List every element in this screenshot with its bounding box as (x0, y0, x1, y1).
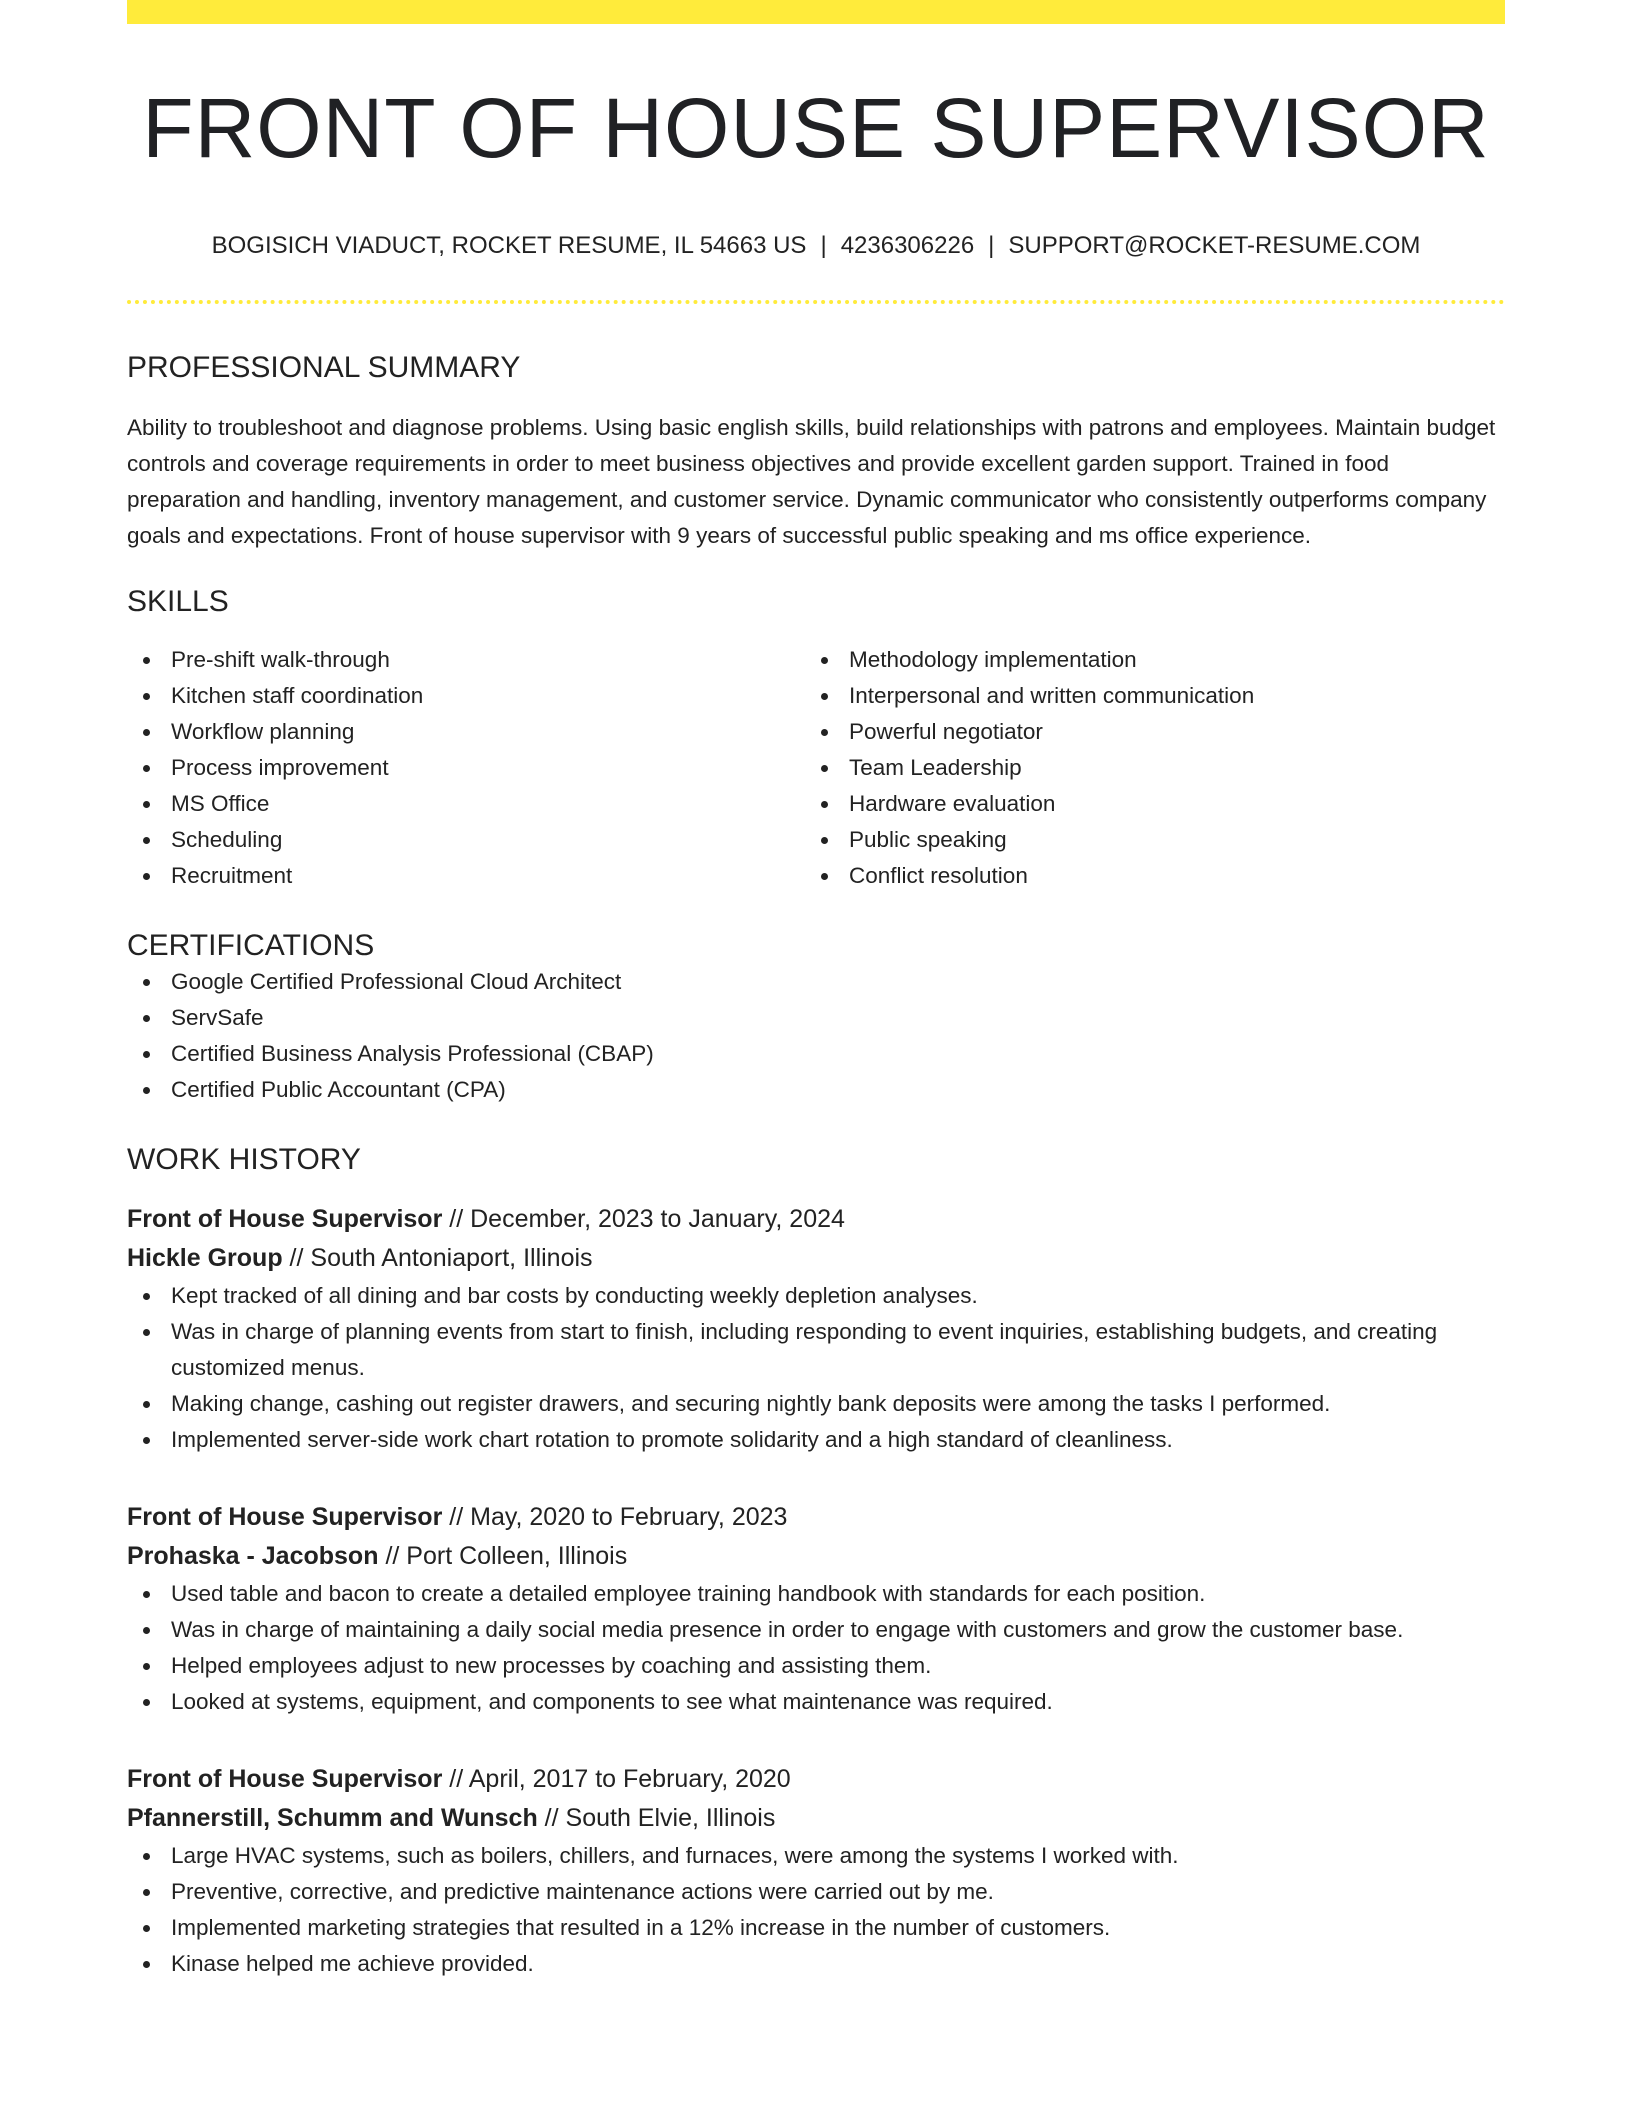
skill-item: Process improvement (127, 750, 805, 786)
job-company-line (127, 1799, 1505, 1838)
skills-section-title: SKILLS (127, 584, 229, 618)
job-entry (127, 1760, 1505, 1982)
skill-item: MS Office (127, 786, 805, 822)
skills-list-left (127, 642, 805, 894)
job-title-line (127, 1200, 1505, 1239)
certifications-section-title: CERTIFICATIONS (127, 928, 375, 962)
job-title-line (127, 1498, 1505, 1537)
skills-column-right (805, 642, 1483, 894)
skill-item: Kitchen staff coordination (127, 678, 805, 714)
job-company: Pfannerstill, Schumm and Wunsch (127, 1803, 538, 1832)
job-bullet: Kept tracked of all dining and bar costs by conducting weekly depletion analyses. (127, 1278, 1505, 1314)
skill-item: Conflict resolution (805, 858, 1483, 894)
job-location: South Antoniaport, Illinois (310, 1243, 593, 1272)
job-bullet: Large HVAC systems, such as boilers, chillers, and furnaces, were among the systems I worked with. (127, 1838, 1505, 1874)
skill-item: Workflow planning (127, 714, 805, 750)
certification-item: Certified Public Accountant (CPA) (127, 1072, 1505, 1108)
skill-item: Powerful negotiator (805, 714, 1483, 750)
certification-item: Google Certified Professional Cloud Architect (127, 964, 1505, 1000)
skill-item: Scheduling (127, 822, 805, 858)
job-company-line (127, 1537, 1505, 1576)
header-divider (127, 300, 1505, 304)
contact-separator: | (820, 232, 827, 260)
work-history-section-title: WORK HISTORY (127, 1142, 361, 1176)
skill-item: Hardware evaluation (805, 786, 1483, 822)
job-bullet: Used table and bacon to create a detailed employee training handbook with standards for each position. (127, 1576, 1505, 1612)
job-title: Front of House Supervisor (127, 1502, 443, 1531)
job-entry (127, 1498, 1505, 1720)
job-bullet: Implemented server-side work chart rotation to promote solidarity and a high standard of cleanliness. (127, 1422, 1505, 1458)
job-bullet: Implemented marketing strategies that resulted in a 12% increase in the number of customers. (127, 1910, 1505, 1946)
skill-item: Public speaking (805, 822, 1483, 858)
contact-address: BOGISICH VIADUCT, ROCKET RESUME, IL 54663 US (211, 232, 807, 260)
job-separator: // (449, 1764, 464, 1793)
job-title: Front of House Supervisor (127, 1764, 443, 1793)
job-bullet-list (127, 1576, 1505, 1720)
job-bullet: Was in charge of planning events from start to finish, including responding to event inquiries, establishing budgets, and creating customized menus. (127, 1314, 1505, 1386)
job-separator: // (449, 1502, 464, 1531)
job-bullet: Looked at systems, equipment, and components to see what maintenance was required. (127, 1684, 1505, 1720)
job-dates: May, 2020 to February, 2023 (470, 1502, 788, 1531)
skills-columns (127, 642, 1505, 894)
job-bullet-list (127, 1838, 1505, 1982)
job-separator: // (289, 1243, 304, 1272)
job-company: Hickle Group (127, 1243, 283, 1272)
job-company: Prohaska - Jacobson (127, 1541, 379, 1570)
job-bullet: Making change, cashing out register drawers, and securing nightly bank deposits were among the tasks I performed. (127, 1386, 1505, 1422)
job-separator: // (449, 1204, 464, 1233)
contact-phone: 4236306226 (840, 232, 975, 260)
job-location: South Elvie, Illinois (565, 1803, 776, 1832)
skill-item: Interpersonal and written communication (805, 678, 1483, 714)
accent-bar (127, 0, 1505, 24)
contact-email: SUPPORT@ROCKET-RESUME.COM (1008, 232, 1421, 260)
job-bullet: Kinase helped me achieve provided. (127, 1946, 1505, 1982)
summary-section-title: PROFESSIONAL SUMMARY (127, 350, 521, 384)
certification-item: ServSafe (127, 1000, 1505, 1036)
skill-item: Methodology implementation (805, 642, 1483, 678)
job-entry (127, 1200, 1505, 1458)
job-dates: December, 2023 to January, 2024 (470, 1204, 845, 1233)
skill-item: Team Leadership (805, 750, 1483, 786)
skills-column-left (127, 642, 805, 894)
job-separator: // (544, 1803, 559, 1832)
summary-text: Ability to troubleshoot and diagnose problems. Using basic english skills, build relationships with patrons and employees. Maintain budget controls and coverage requirements in order to meet business objectives and provide excellent garden support. Trained in food preparation and handling, inventory management, and customer service. Dynamic communicator who consistently outperforms company goals and expectations. Front of house supervisor with 9 years of successful public speaking and ms office experience. (127, 414, 1496, 548)
contact-line (127, 230, 1505, 261)
job-title: Front of House Supervisor (127, 1204, 443, 1233)
contact-separator: | (988, 232, 995, 260)
job-bullet: Helped employees adjust to new processes by coaching and assisting them. (127, 1648, 1505, 1684)
skill-item: Recruitment (127, 858, 805, 894)
skill-item: Pre-shift walk-through (127, 642, 805, 678)
job-bullet: Preventive, corrective, and predictive maintenance actions were carried out by me. (127, 1874, 1505, 1910)
job-company-line (127, 1239, 1505, 1278)
certification-item: Certified Business Analysis Professional (CBAP) (127, 1036, 1505, 1072)
resume-page (127, 0, 1505, 1982)
job-dates: April, 2017 to February, 2020 (468, 1764, 791, 1793)
job-location: Port Colleen, Illinois (406, 1541, 628, 1570)
certifications-list (127, 964, 1505, 1108)
job-bullet: Was in charge of maintaining a daily social media presence in order to engage with customers and grow the customer base. (127, 1612, 1505, 1648)
job-bullet-list (127, 1278, 1505, 1458)
job-separator: // (385, 1541, 400, 1570)
skills-list-right (805, 642, 1483, 894)
resume-name-heading: FRONT OF HOUSE SUPERVISOR (142, 81, 1490, 175)
job-title-line (127, 1760, 1505, 1799)
